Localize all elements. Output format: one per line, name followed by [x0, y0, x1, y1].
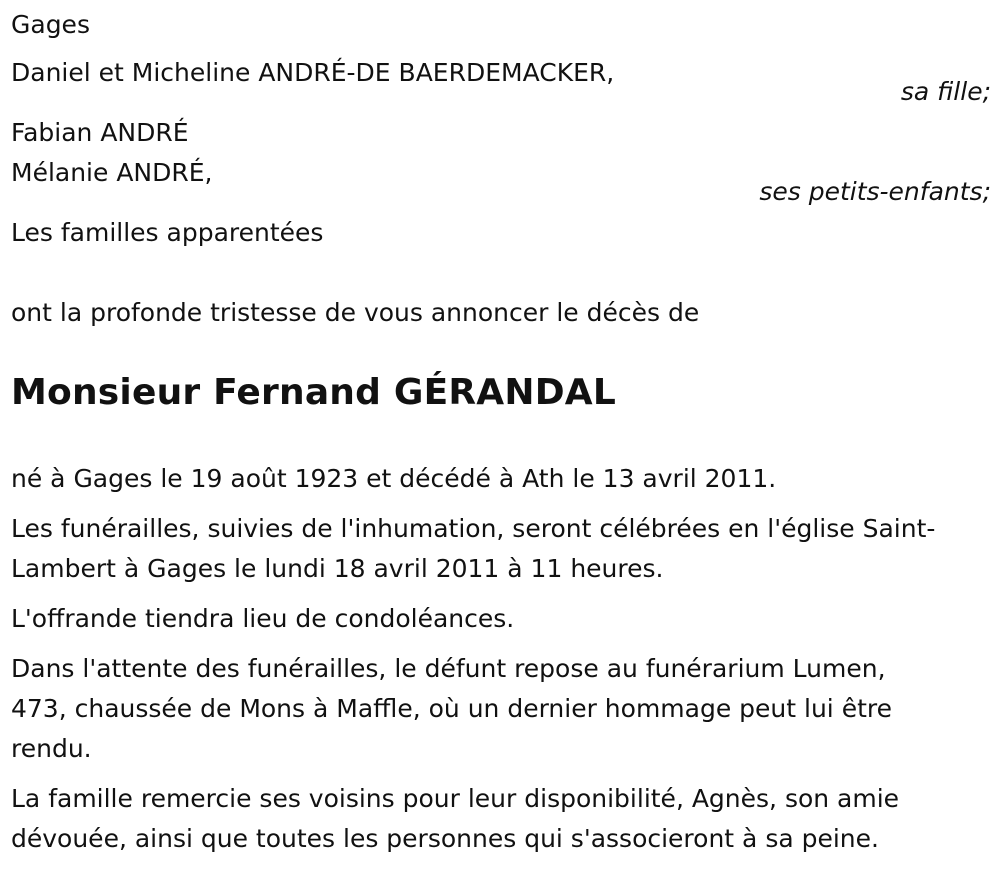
grandchildren-role: ses petits-enfants;: [759, 177, 991, 206]
thanks-line-2: dévouée, ainsi que toutes les personnes qui s'associeront à sa peine.: [11, 824, 879, 853]
repose-paragraph: [11, 649, 991, 769]
funeral-line-1: Les funérailles, suivies de l'inhumation, seront célébrées en l'église Saint-: [11, 514, 936, 543]
birth-death-line: né à Gages le 19 août 1923 et décédé à Ath le 13 avril 2011.: [11, 464, 777, 493]
thanks-paragraph: [11, 779, 991, 859]
funeral-line-2: Lambert à Gages le lundi 18 avril 2011 à 11 heures.: [11, 554, 664, 583]
grandchild-name-1: Fabian ANDRÉ: [11, 118, 189, 147]
offering-paragraph: [11, 599, 991, 639]
grandchild-name-2: Mélanie ANDRÉ,: [11, 158, 213, 187]
repose-line-1: Dans l'attente des funérailles, le défunt repose au funérarium Lumen,: [11, 654, 886, 683]
daughter-names: Daniel et Micheline ANDRÉ-DE BAERDEMACKER,: [11, 58, 615, 87]
announcement-line: ont la profonde tristesse de vous annoncer le décès de: [11, 298, 700, 327]
place-line: Gages: [11, 10, 90, 39]
deceased-name: Monsieur Fernand GÉRANDAL: [11, 372, 616, 413]
daughter-role: sa fille;: [900, 77, 991, 106]
funeral-paragraph: [11, 509, 991, 589]
offering-line: L'offrande tiendra lieu de condoléances.: [11, 604, 515, 633]
relatives-line: Les familles apparentées: [11, 218, 324, 247]
thanks-line-1: La famille remercie ses voisins pour leur disponibilité, Agnès, son amie: [11, 784, 900, 813]
repose-line-2: 473, chaussée de Mons à Maffle, où un dernier hommage peut lui être: [11, 694, 892, 723]
repose-line-3: rendu.: [11, 734, 92, 763]
